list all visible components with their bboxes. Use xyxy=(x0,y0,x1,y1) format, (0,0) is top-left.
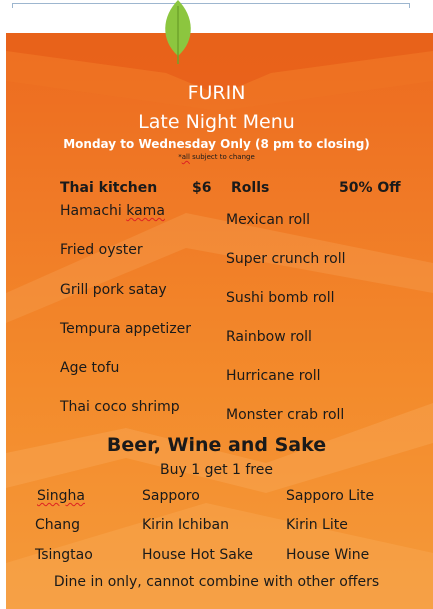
thai-item: Grill pork satay xyxy=(60,282,167,298)
roll-item: Mexican roll xyxy=(226,212,311,228)
roll-item: Hurricane roll xyxy=(226,368,321,384)
thai-item: Thai coco shrimp xyxy=(60,399,180,415)
drink-item: Tsingtao xyxy=(35,547,93,563)
drinks-header: Beer, Wine and Sake xyxy=(106,434,327,456)
drink-item: House Hot Sake xyxy=(142,547,254,563)
schedule-text: Monday to Wednesday Only (8 pm to closing) xyxy=(63,137,370,151)
drink-item-singha: Singha xyxy=(37,488,85,504)
drink-item: Kirin Ichiban xyxy=(142,517,229,533)
drink-item: Kirin Lite xyxy=(286,517,348,533)
restaurant-name: FURIN xyxy=(187,82,246,104)
drink-item: Sapporo Lite xyxy=(286,488,375,504)
thai-item-hamachi: Hamachi kama xyxy=(60,203,165,219)
menu-title: Late Night Menu xyxy=(138,111,295,133)
document-top-border xyxy=(12,3,410,4)
thai-kitchen-header: Thai kitchen xyxy=(60,180,158,196)
leaf-logo-icon xyxy=(158,0,198,68)
thai-item: Age tofu xyxy=(60,360,120,376)
note-rest: subject to change xyxy=(189,153,255,161)
drink-item: Sapporo xyxy=(142,488,200,504)
roll-item: Super crunch roll xyxy=(226,251,346,267)
rolls-header: Rolls xyxy=(231,180,270,196)
drink-item: Chang xyxy=(35,517,80,533)
thai-item: Tempura appetizer xyxy=(60,321,192,337)
roll-item: Rainbow roll xyxy=(226,329,312,345)
drink-item: House Wine xyxy=(286,547,370,563)
thai-kitchen-price: $6 xyxy=(192,180,212,196)
drinks-promo: Buy 1 get 1 free xyxy=(160,462,273,478)
note-prefix: * xyxy=(178,153,182,161)
rolls-discount: 50% Off xyxy=(339,180,401,196)
thai-item xyxy=(60,203,165,219)
subject-to-change-note xyxy=(0,153,433,161)
roll-item: Monster crab roll xyxy=(226,407,345,423)
thai-item: Fried oyster xyxy=(60,242,143,258)
roll-item: Sushi bomb roll xyxy=(226,290,335,306)
note-all-word: all xyxy=(181,153,190,161)
footer-note: Dine in only, cannot combine with other offers xyxy=(53,574,380,590)
